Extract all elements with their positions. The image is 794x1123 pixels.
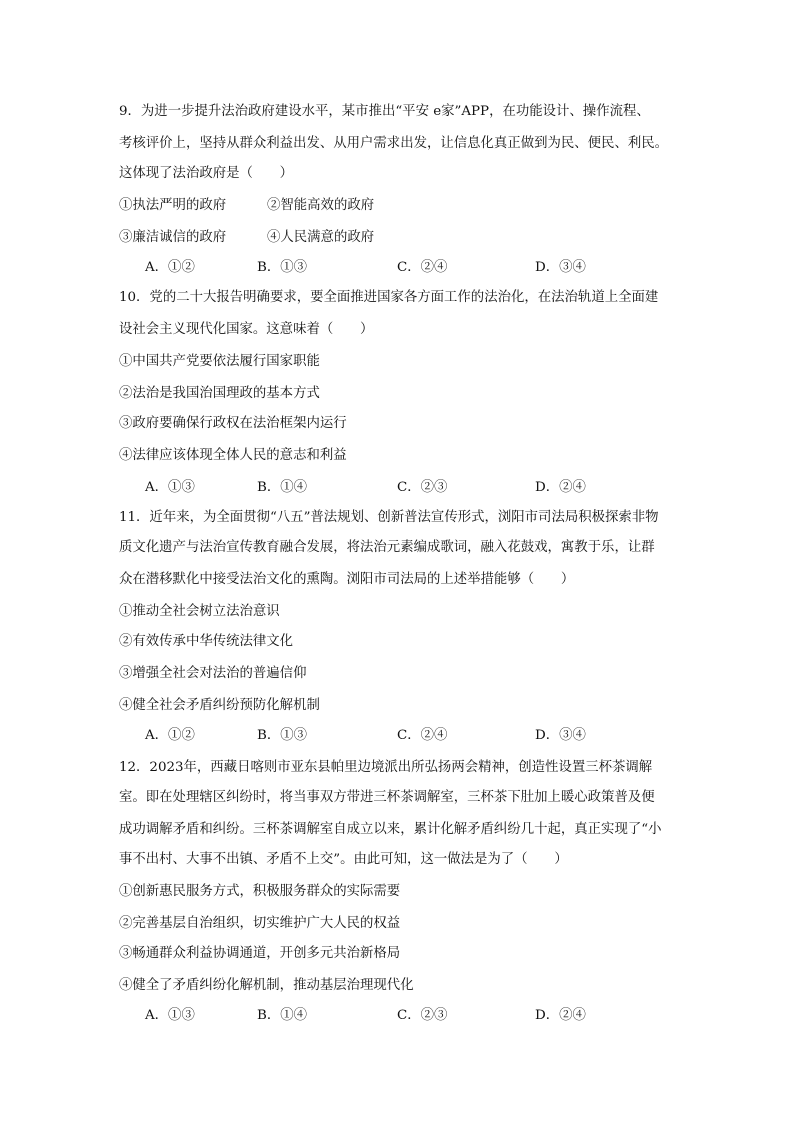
statement-item: ①推动全社会树立法治意识 [119,604,280,619]
statement-item: ①执法严明的政府 [119,198,227,213]
choice-a[interactable]: A．①② [145,260,195,275]
statement-item: ①中国共产党要依法履行国家职能 [119,354,320,369]
choice-d[interactable]: D．③④ [535,260,586,275]
statement-item: ②智能高效的政府 [267,198,375,213]
choice-d[interactable]: D．②④ [535,480,586,495]
choice-c[interactable]: C．②④ [397,260,448,275]
choice-c[interactable]: C．②③ [397,1008,448,1023]
answer-choices [145,726,665,746]
question-stem-line: 质文化遗产与法治宣传教育融合发展，将法治元素编成歌词，融入花鼓戏，寓教于乐，让群 [119,540,655,555]
question-stem-line: 11．近年来，为全面贯彻“八五”普法规划、创新普法宣传形式，浏阳市司法局积极探索非物 [119,510,659,525]
statement-item: ③畅通群众利益协调通道，开创多元共治新格局 [119,946,401,961]
statement-item: ②法治是我国治国理政的基本方式 [119,386,320,401]
question-stem-line: 这体现了法治政府是（ ） [119,166,294,181]
statement-item: ②完善基层自治组织，切实维护广大人民的权益 [119,916,401,931]
question-stem-line: 成功调解矛盾和纠纷。三杯茶调解室自成立以来，累计化解矛盾纠纷几十起，真正实现了“小 [119,822,662,837]
statement-item: ④健全了矛盾纠纷化解机制，推动基层治理现代化 [119,978,414,993]
choice-c[interactable]: C．②③ [397,480,448,495]
statement-item: ④人民满意的政府 [267,230,375,245]
choice-b[interactable]: B．①④ [257,480,308,495]
statement-item: ③政府要确保行政权在法治框架内运行 [119,416,347,431]
choice-d[interactable]: D．②④ [535,1008,586,1023]
choice-a[interactable]: A．①② [145,728,195,743]
answer-choices [145,258,665,278]
question-stem-line: 设社会主义现代化国家。这意味着（ ） [119,322,374,337]
choice-b[interactable]: B．①③ [257,728,308,743]
question-stem-line: 众在潜移默化中接受法治文化的熏陶。浏阳市司法局的上述举措能够（ ） [119,572,575,587]
question-stem-line: 10．党的二十大报告明确要求，要全面推进国家各方面工作的法治化，在法治轨道上全面建 [119,290,659,305]
statement-item: ③增强全社会对法治的普遍信仰 [119,666,307,681]
statement-item: ④法律应该体现全体人民的意志和利益 [119,448,347,463]
choice-c[interactable]: C．②④ [397,728,448,743]
choice-b[interactable]: B．①④ [257,1008,308,1023]
question-stem-line: 9．为进一步提升法治政府建设水平，某市推出“平安 e家”APP，在功能设计、操作流程、 [119,104,650,119]
answer-choices [145,1006,665,1026]
answer-choices [145,478,665,498]
statement-row [119,196,679,216]
question-stem-line: 12．2023年，西藏日喀则市亚东县帕里边境派出所弘扬两会精神，创造性设置三杯茶调解 [119,760,653,775]
statement-item: ②有效传承中华传统法律文化 [119,634,294,649]
question-stem-line: 事不出村、大事不出镇、矛盾不上交”。由此可知，这一做法是为了（ ） [119,852,568,867]
question-stem-line: 考核评价上，坚持从群众利益出发、从用户需求出发，让信息化真正做到为民、便民、利民。 [119,136,669,151]
statement-row [119,228,679,248]
statement-item: ①创新惠民服务方式，积极服务群众的实际需要 [119,884,401,899]
statement-item: ④健全社会矛盾纠纷预防化解机制 [119,698,320,713]
choice-a[interactable]: A．①③ [145,480,195,495]
question-stem-line: 室。即在处理辖区纠纷时，将当事双方带进三杯茶调解室，三杯茶下肚加上暖心政策普及便 [119,790,655,805]
statement-item: ③廉洁诚信的政府 [119,230,227,245]
choice-a[interactable]: A．①③ [145,1008,195,1023]
choice-b[interactable]: B．①③ [257,260,308,275]
choice-d[interactable]: D．③④ [535,728,586,743]
